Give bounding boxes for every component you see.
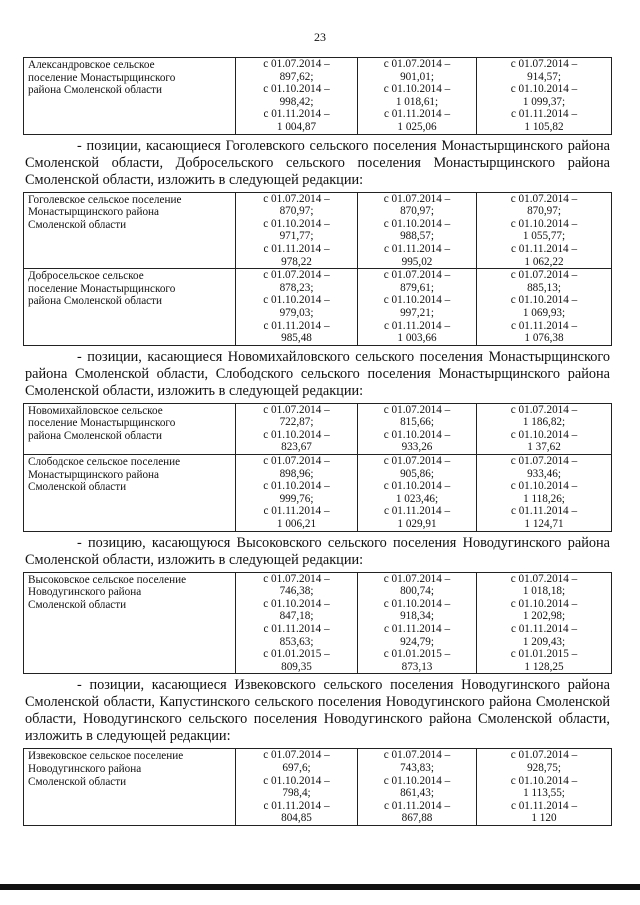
effective-date: с 01.01.2015 – [383, 648, 451, 661]
effective-date: с 01.11.2014 – [510, 319, 578, 332]
tariff-value: 743,83; [400, 761, 434, 774]
effective-date: с 01.11.2014 – [263, 505, 330, 518]
effective-date: с 01.11.2014 – [383, 623, 451, 635]
table-row [24, 749, 612, 826]
tariff-value: 1 069,93; [522, 306, 566, 319]
settlement-name-line: района Смоленской области [28, 429, 163, 442]
tariff-value: 997,21; [400, 306, 434, 319]
tariff-value: 823,67 [281, 441, 312, 454]
tariff-cell [477, 192, 612, 269]
settlement-name-line: Новодугинского района [28, 586, 142, 599]
tariff-value: 1 006,21 [276, 518, 317, 531]
tariff-cell [236, 58, 358, 135]
settlement-name-line: Гоголевское сельское поселение [28, 193, 182, 206]
effective-date: с 01.07.2014 – [510, 58, 578, 70]
effective-date: с 01.11.2014 – [263, 799, 330, 812]
tariff-value: 1 055,77; [522, 230, 566, 243]
tariff-value: 878,23; [279, 281, 314, 294]
effective-date: с 01.10.2014 – [510, 294, 578, 307]
effective-date: с 01.11.2014 – [510, 623, 578, 635]
tariff-value: 1 202,98; [522, 610, 566, 623]
paragraph-text: - позиции, касающиеся Гоголевского сельского поселения Монастырщинского района Смоленской области, Добросельского сельского поселения Монастырщинского района Смоленской области, изложить в следующей редакции: [25, 137, 610, 188]
tariff-value: 722,87; [279, 416, 314, 429]
effective-date: с 01.10.2014 – [383, 597, 451, 610]
tariff-cell [358, 269, 477, 346]
tariff-value: 873,13 [401, 660, 433, 673]
tariff-value: 1 105,82 [524, 120, 564, 133]
settlement-name-line: поселение Монастырщинского [28, 282, 176, 295]
effective-date: с 01.07.2014 – [383, 58, 451, 70]
effective-date: с 01.10.2014 – [383, 774, 451, 787]
tariff-value: 933,46; [527, 467, 561, 480]
tariff-table [23, 748, 612, 826]
tariff-value: 1 023,46; [395, 492, 439, 505]
tariff-table [23, 57, 612, 135]
settlement-name-line: Смоленской области [28, 218, 127, 231]
tariff-value: 988,57; [400, 230, 434, 243]
tariff-value: 861,43; [400, 787, 434, 800]
tariff-value: 1 186,82; [522, 416, 566, 429]
scan-border [0, 884, 640, 890]
tariff-value: 1 062,22 [524, 255, 564, 268]
effective-date: с 01.11.2014 – [383, 108, 451, 121]
effective-date: с 01.11.2014 – [510, 108, 578, 121]
tariff-value: 998,42; [279, 95, 314, 108]
effective-date: с 01.10.2014 – [510, 480, 578, 493]
tariff-value: 901,01; [400, 70, 434, 83]
effective-date: с 01.11.2014 – [383, 242, 451, 255]
effective-date: с 01.11.2014 – [510, 505, 578, 518]
table-row [24, 572, 612, 674]
tariff-table [23, 572, 612, 675]
tariff-value: 1 004,87 [276, 120, 317, 133]
effective-date: с 01.07.2014 – [510, 749, 578, 762]
effective-date: с 01.07.2014 – [510, 572, 578, 585]
effective-date: с 01.07.2014 – [510, 269, 578, 282]
effective-date: с 01.10.2014 – [263, 774, 330, 787]
paragraph [25, 535, 610, 569]
settlement-name-cell [24, 403, 236, 454]
tariff-value: 1 37,62 [527, 441, 561, 454]
tariff-value: 999,76; [279, 492, 314, 505]
settlement-name-cell [24, 192, 236, 269]
tariff-value: 697,6; [282, 761, 311, 774]
tariff-value: 1 118,26; [523, 492, 565, 505]
tariff-value: 1 025,06 [397, 120, 437, 133]
tariff-value: 1 209,43; [522, 635, 566, 648]
effective-date: с 01.10.2014 – [383, 217, 451, 230]
tariff-value: 746,38; [279, 585, 314, 598]
effective-date: с 01.10.2014 – [510, 774, 578, 787]
tariff-cell [236, 749, 358, 826]
settlement-name-cell [24, 572, 236, 674]
table-row [24, 58, 612, 135]
tariff-value: 1 120 [531, 812, 557, 825]
tariff-value: 1 128,25 [524, 660, 564, 673]
tariff-cell [236, 403, 358, 454]
tariff-cell [358, 58, 477, 135]
tariff-value: 978,22 [281, 255, 312, 268]
effective-date: с 01.07.2014 – [510, 192, 578, 205]
tariff-value: 809,35 [281, 660, 312, 673]
paragraph [25, 349, 610, 400]
settlement-name-line: Слободское сельское поселение [28, 456, 181, 469]
effective-date: с 01.10.2014 – [510, 217, 578, 230]
paragraph-text: - позиции, касающиеся Извековского сельского поселения Новодугинского района Смоленской области, Капустинского сельского поселения Новодугинского района Смоленской области, Новодугинского сельского поселения Новодугинского района Смоленской области, изложить в следующей редакции: [25, 677, 610, 745]
effective-date: с 01.10.2014 – [263, 83, 330, 96]
tariff-value: 933,26 [401, 441, 433, 454]
tariff-value: 1 018,18; [522, 585, 566, 598]
effective-date: с 01.07.2014 – [383, 572, 451, 585]
settlement-name-line: Смоленской области [28, 775, 127, 788]
effective-date: с 01.07.2014 – [263, 572, 330, 585]
effective-date: с 01.11.2014 – [510, 242, 578, 255]
effective-date: с 01.07.2014 – [510, 403, 578, 416]
table-row [24, 403, 612, 454]
tariff-cell [358, 572, 477, 674]
effective-date: с 01.07.2014 – [383, 455, 451, 468]
effective-date: с 01.10.2014 – [383, 83, 451, 96]
effective-date: с 01.10.2014 – [263, 217, 330, 230]
tariff-cell [477, 572, 612, 674]
settlement-name-cell [24, 749, 236, 826]
effective-date: с 01.10.2014 – [383, 294, 451, 307]
tariff-table [23, 192, 612, 346]
settlement-name-line: Смоленской области [28, 598, 127, 611]
tariff-value: 995,02 [401, 255, 433, 268]
effective-date: с 01.11.2014 – [383, 505, 451, 518]
effective-date: с 01.10.2014 – [263, 294, 330, 307]
tariff-value: 847,18; [279, 610, 314, 623]
effective-date: с 01.07.2014 – [383, 192, 451, 205]
tariff-value: 867,88 [401, 812, 433, 825]
tariff-cell [477, 269, 612, 346]
tariff-value: 1 076,38 [524, 332, 564, 345]
effective-date: с 01.11.2014 – [263, 108, 330, 121]
table-row [24, 269, 612, 346]
effective-date: с 01.11.2014 – [263, 242, 330, 255]
settlement-name-line: района Смоленской области [28, 295, 163, 308]
paragraph-text: - позиции, касающиеся Новомихайловского сельского поселения Монастырщинского района Смоленской области, Слободского сельского поселения Монастырщинского района Смоленской области, изложить в следующей редакции: [25, 348, 610, 399]
tariff-value: 879,61; [400, 281, 434, 294]
effective-date: с 01.07.2014 – [383, 269, 451, 282]
tariff-value: 914,57; [527, 70, 561, 83]
tariff-value: 1 018,61; [395, 95, 439, 108]
tariff-value: 918,34; [400, 610, 434, 623]
tariff-cell [477, 58, 612, 135]
settlement-name-line: Новомихайловское сельское [28, 404, 163, 417]
effective-date: с 01.07.2014 – [263, 58, 330, 70]
tariff-cell [358, 749, 477, 826]
settlement-name-line: Монастырщинского района [28, 206, 159, 219]
effective-date: с 01.07.2014 – [383, 403, 451, 416]
paragraph-text: - позицию, касающуюся Высоковского сельского поселения Новодугинского района Смоленской области, изложить в следующей редакции: [25, 534, 610, 568]
effective-date: с 01.01.2015 – [263, 648, 330, 661]
tariff-value: 804,85 [281, 812, 312, 825]
tariff-cell [477, 403, 612, 454]
tariff-value: 800,74; [400, 585, 434, 598]
effective-date: с 01.10.2014 – [383, 428, 451, 441]
effective-date: с 01.07.2014 – [263, 455, 330, 468]
tariff-value: 870,97; [527, 205, 561, 218]
paragraph [25, 677, 610, 745]
effective-date: с 01.11.2014 – [383, 799, 451, 812]
page-number: 23 [314, 30, 326, 44]
effective-date: с 01.01.2015 – [510, 648, 578, 661]
settlement-name-line: Добросельское сельское [28, 270, 144, 283]
tariff-cell [236, 269, 358, 346]
tariff-cell [477, 749, 612, 826]
effective-date: с 01.07.2014 – [263, 749, 330, 762]
tariff-cell [477, 455, 612, 532]
settlement-name-line: района Смоленской области [28, 84, 163, 97]
tariff-value: 1 099,37; [522, 95, 566, 108]
effective-date: с 01.11.2014 – [383, 319, 451, 332]
tariff-value: 971,77; [279, 230, 314, 243]
paragraph [25, 138, 610, 189]
tariff-value: 928,75; [527, 761, 561, 774]
tariff-value: 985,48 [281, 332, 312, 345]
effective-date: с 01.07.2014 – [263, 269, 330, 282]
tariff-value: 870,97; [400, 205, 434, 218]
effective-date: с 01.10.2014 – [510, 428, 578, 441]
tariff-value: 1 003,66 [397, 332, 437, 345]
settlement-name-line: Монастырщинского района [28, 468, 159, 481]
settlement-name-line: поселение Монастырщинского [28, 417, 176, 430]
effective-date: с 01.11.2014 – [510, 799, 578, 812]
tariff-table [23, 403, 612, 532]
tariff-value: 924,79; [400, 635, 434, 648]
effective-date: с 01.11.2014 – [263, 623, 330, 635]
document-body [23, 57, 611, 826]
tariff-cell [358, 403, 477, 454]
tariff-value: 853,63; [279, 635, 314, 648]
effective-date: с 01.10.2014 – [383, 480, 451, 493]
settlement-name-cell [24, 455, 236, 532]
tariff-value: 870,97; [279, 205, 314, 218]
settlement-name-line: Смоленской области [28, 481, 127, 494]
settlement-name-line: Извековское сельское поселение [28, 750, 184, 763]
settlement-name-cell [24, 269, 236, 346]
settlement-name-line: Новодугинского района [28, 762, 142, 775]
settlement-name-line: Александровское сельское [28, 59, 155, 71]
tariff-cell [236, 572, 358, 674]
effective-date: с 01.10.2014 – [263, 597, 330, 610]
tariff-value: 1 029,91 [397, 518, 437, 531]
effective-date: с 01.10.2014 – [510, 597, 578, 610]
tariff-cell [236, 455, 358, 532]
tariff-cell [236, 192, 358, 269]
settlement-name-cell [24, 58, 236, 135]
tariff-value: 885,13; [527, 281, 561, 294]
effective-date: с 01.10.2014 – [263, 480, 330, 493]
tariff-value: 815,66; [400, 416, 434, 429]
tariff-cell [358, 192, 477, 269]
table-row [24, 192, 612, 269]
settlement-name-line: Высоковское сельское поселение [28, 573, 187, 586]
tariff-value: 979,03; [279, 306, 314, 319]
effective-date: с 01.07.2014 – [263, 192, 330, 205]
tariff-cell [358, 455, 477, 532]
settlement-name-line: поселение Монастырщинского [28, 71, 176, 84]
tariff-value: 798,4; [282, 787, 311, 800]
tariff-value: 905,86; [400, 467, 434, 480]
effective-date: с 01.10.2014 – [263, 428, 330, 441]
tariff-value: 1 113,55; [523, 787, 565, 800]
table-row [24, 455, 612, 532]
effective-date: с 01.07.2014 – [263, 403, 330, 416]
effective-date: с 01.07.2014 – [383, 749, 451, 762]
tariff-value: 897,62; [279, 70, 314, 83]
tariff-value: 1 124,71 [524, 518, 564, 531]
effective-date: с 01.07.2014 – [510, 455, 578, 468]
tariff-value: 898,96; [279, 467, 314, 480]
effective-date: с 01.10.2014 – [510, 83, 578, 96]
effective-date: с 01.11.2014 – [263, 319, 330, 332]
